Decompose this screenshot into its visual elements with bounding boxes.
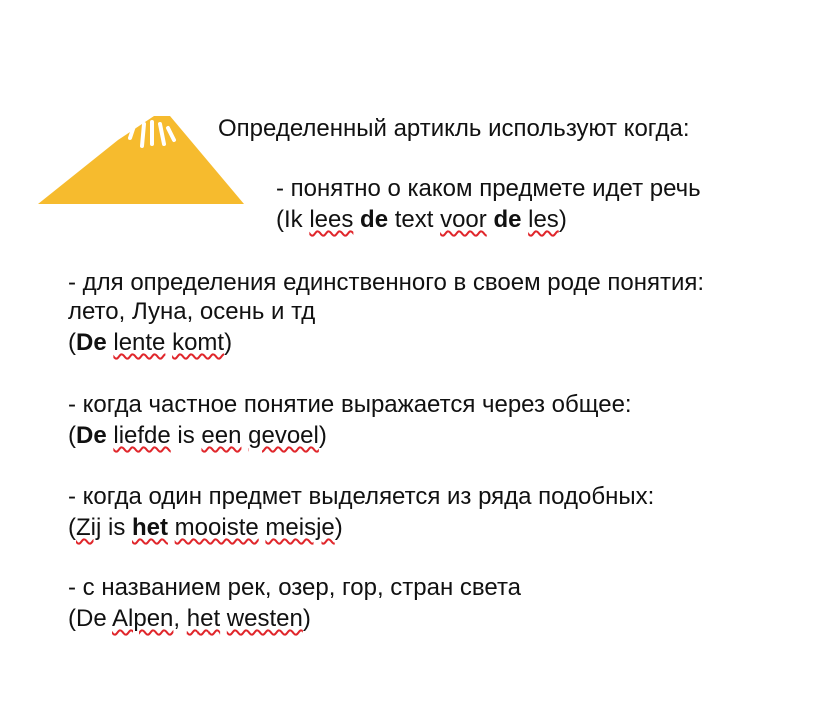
article-de: de bbox=[493, 206, 522, 233]
spellcheck-word: voor bbox=[440, 206, 487, 233]
example-segment: ( bbox=[68, 329, 76, 356]
spellcheck-word: liefde bbox=[113, 422, 171, 449]
example-segment: ( bbox=[68, 514, 76, 541]
example-segment: (De bbox=[68, 605, 113, 632]
spellcheck-word: lente bbox=[113, 329, 166, 356]
article-de: de bbox=[360, 206, 389, 233]
article-de: De bbox=[76, 422, 107, 449]
spellcheck-word: Alpen bbox=[112, 605, 174, 632]
example-segment bbox=[220, 605, 227, 632]
spellcheck-word: Zij bbox=[76, 514, 102, 541]
example-segment: ) bbox=[318, 422, 327, 449]
spellcheck-word: komt bbox=[172, 329, 225, 356]
example-segment: text bbox=[388, 206, 441, 233]
rule-1-text: - понятно о каком предмете идет речь bbox=[276, 175, 701, 202]
example-segment: (Ik bbox=[276, 206, 310, 233]
spellcheck-word: les bbox=[528, 206, 559, 233]
rule-3-text: - когда частное понятие выражается через общее: bbox=[68, 391, 632, 418]
heading: Определенный артикль используют когда: bbox=[218, 115, 690, 142]
rule-5-example bbox=[68, 604, 311, 634]
example-segment: , bbox=[173, 605, 187, 632]
spellcheck-word: mooiste bbox=[174, 514, 259, 541]
rule-2-example bbox=[68, 328, 232, 358]
rule-4-text: - когда один предмет выделяется из ряда подобных: bbox=[68, 483, 655, 510]
spellcheck-word: westen bbox=[226, 605, 303, 632]
article-de: De bbox=[76, 329, 107, 356]
mountain-shape bbox=[38, 116, 244, 204]
example-segment bbox=[168, 514, 175, 541]
example-segment: is bbox=[170, 422, 202, 449]
spellcheck-word: het bbox=[186, 605, 221, 632]
rule-1-example bbox=[276, 205, 567, 235]
spellcheck-word: lees bbox=[309, 206, 354, 233]
spellcheck-word: meisje bbox=[265, 514, 335, 541]
article-het: het bbox=[132, 514, 168, 541]
rule-2-text-line-1: - для определения единственного в своем роде понятия: bbox=[68, 269, 705, 296]
rule-5-text: - с названием рек, озер, гор, стран света bbox=[68, 574, 522, 601]
example-segment: ) bbox=[558, 206, 567, 233]
example-segment: ( bbox=[68, 422, 76, 449]
example-segment: ) bbox=[224, 329, 233, 356]
example-segment: ) bbox=[302, 605, 311, 632]
rule-4-example bbox=[68, 513, 343, 543]
rule-3-example bbox=[68, 421, 327, 451]
spellcheck-word: een bbox=[201, 422, 242, 449]
rule-2-text-line-2: лето, Луна, осень и тд bbox=[68, 298, 316, 325]
example-segment: ) bbox=[334, 514, 343, 541]
example-segment: is bbox=[101, 514, 132, 541]
mountain-icon bbox=[38, 114, 248, 206]
spellcheck-word: gevoel bbox=[248, 422, 319, 449]
